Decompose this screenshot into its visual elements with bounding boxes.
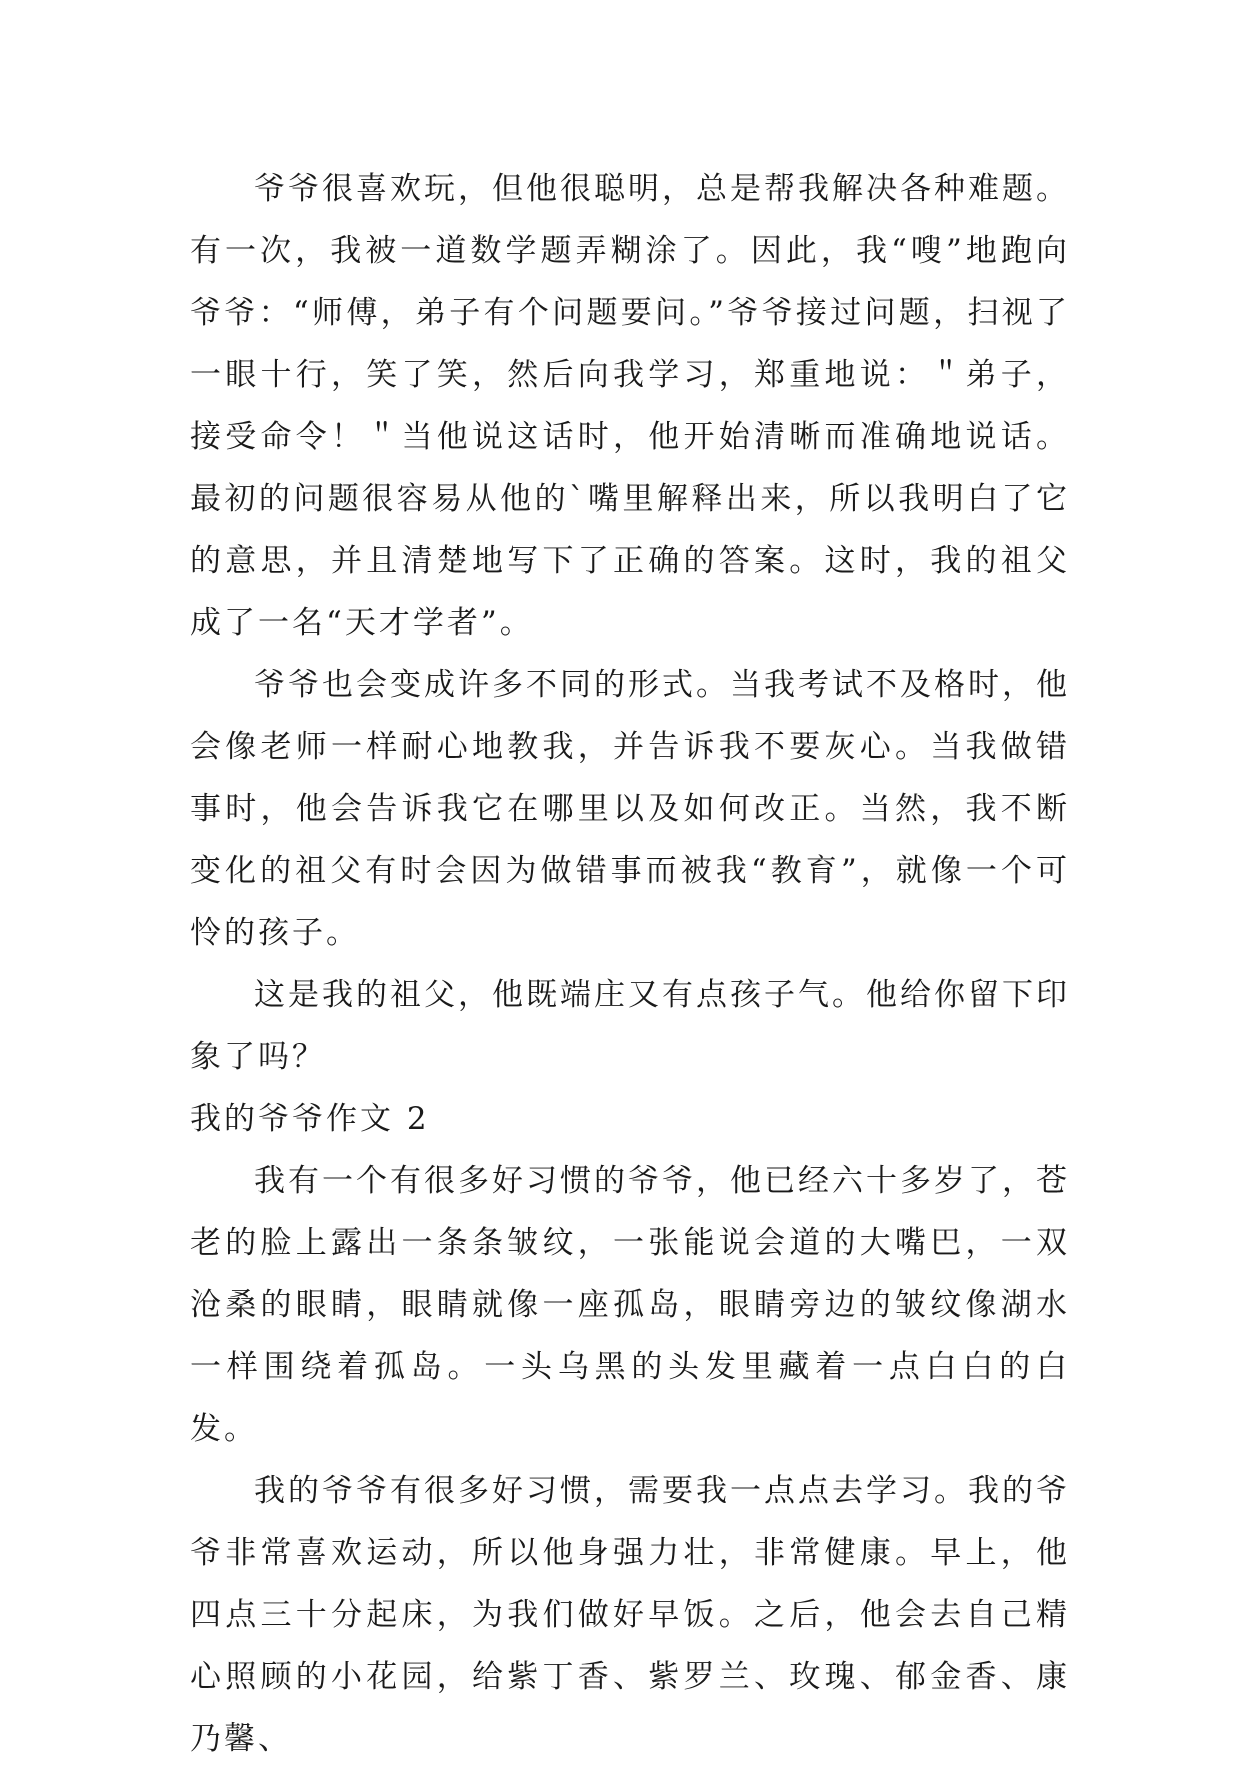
paragraph-grandpa-forms: 爷爷也会变成许多不同的形式。当我考试不及格时，他会像老师一样耐心地教我，并告诉我不要灰心。当我做错事时，他会告诉我它在哪里以及如何改正。当然，我不断变化的祖父有时会因为做错事而被我“教育”，就像一个可怜的孩子。 [190, 667, 1070, 951]
essay-heading: 我的爷爷作文 2 [190, 1101, 430, 1137]
paragraph-grandpa-appearance: 我有一个有很多好习惯的爷爷，他已经六十多岁了，苍老的脸上露出一条条皱纹，一张能说会道的大嘴巴，一双沧桑的眼睛，眼睛就像一座孤岛，眼睛旁边的皱纹像湖水一样围绕着孤岛。一头乌黑的头发里藏着一点白白的白发。 [190, 1163, 1070, 1447]
document-body [190, 158, 1070, 1770]
paragraph-grandpa-genius: 爷爷很喜欢玩，但他很聪明，总是帮我解决各种难题。有一次，我被一道数学题弄糊涂了。因此，我“嗖”地跑向爷爷：“师傅，弟子有个问题要问。”爷爷接过问题，扫视了一眼十行，笑了笑，然后向我学习，郑重地说：＂弟子，接受命令！＂当他说这话时，他开始清晰而准确地说话。最初的问题很容易从他的`嘴里解释出来，所以我明白了它的意思，并且清楚地写下了正确的答案。这时，我的祖父成了一名“天才学者”。 [190, 171, 1070, 641]
paragraph-grandpa-impression: 这是我的祖父，他既端庄又有点孩子气。他给你留下印象了吗？ [190, 977, 1070, 1075]
paragraph-grandpa-habits: 我的爷爷有很多好习惯，需要我一点点去学习。我的爷爷非常喜欢运动，所以他身强力壮，非常健康。早上，他四点三十分起床，为我们做好早饭。之后，他会去自己精心照顾的小花园，给紫丁香、紫罗兰、玫瑰、郁金香、康乃馨、 [190, 1473, 1070, 1757]
